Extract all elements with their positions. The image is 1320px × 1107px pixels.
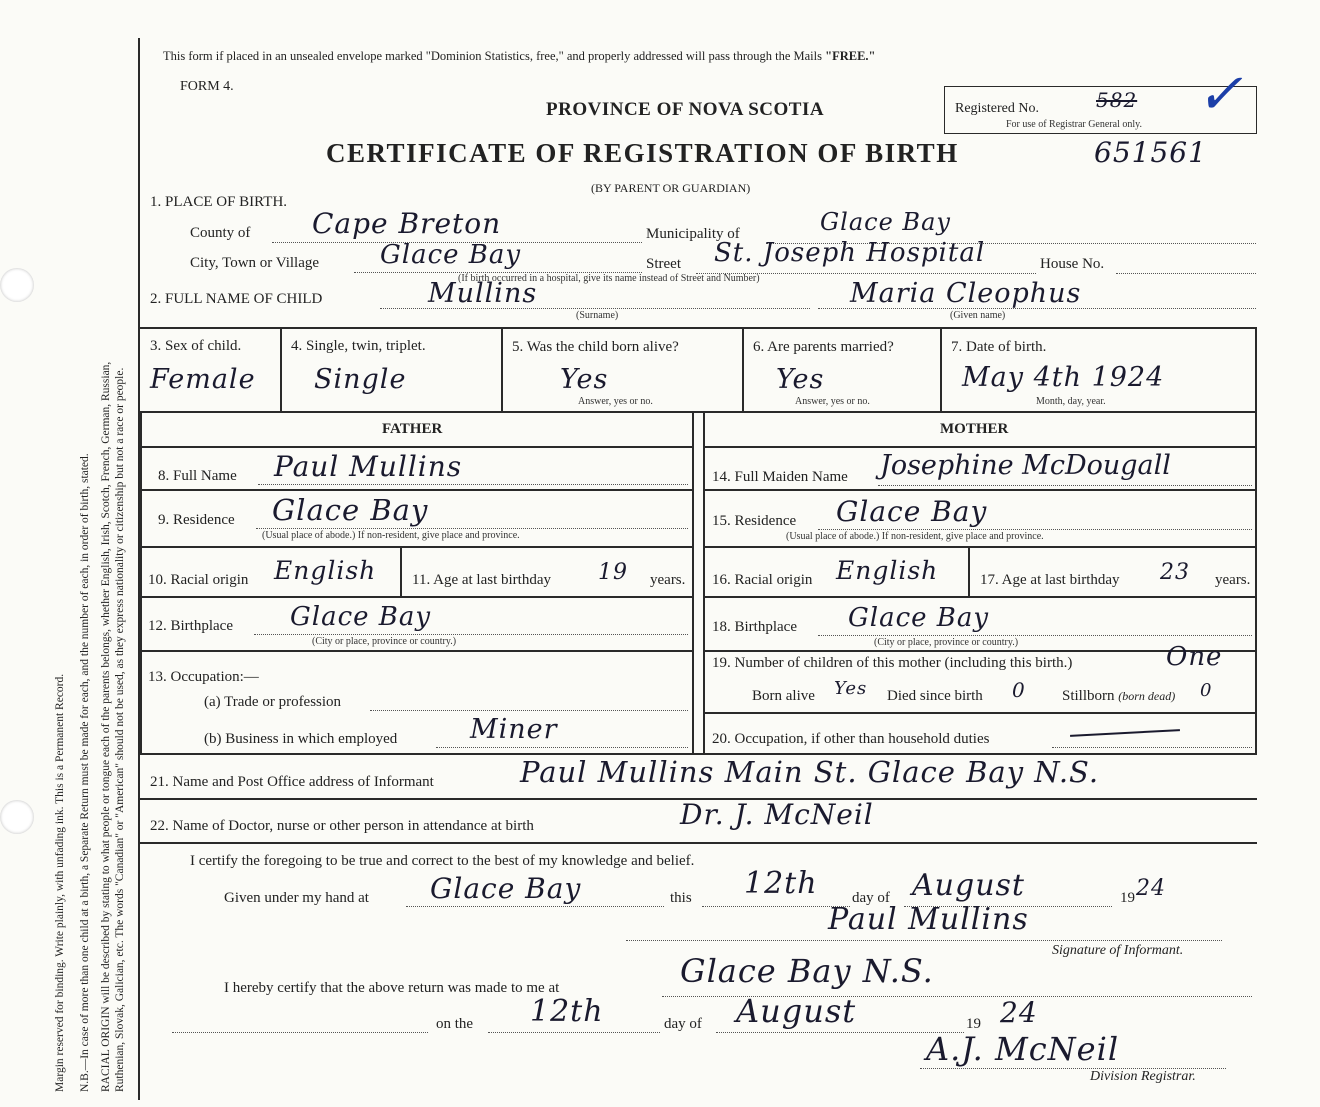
sex-label: 3. Sex of child. — [150, 338, 242, 354]
given-month-value[interactable]: August — [912, 868, 1025, 903]
street-value[interactable]: St. Joseph Hospital — [714, 238, 986, 268]
given-day-value[interactable]: 12th — [744, 866, 818, 901]
registrar-day-value[interactable]: 12th — [530, 994, 604, 1029]
informant-signature-line — [626, 940, 1222, 941]
city-value[interactable]: Glace Bay — [380, 240, 522, 270]
born-alive-label: Born alive — [752, 688, 815, 704]
informant-signature[interactable]: Paul Mullins — [828, 902, 1029, 937]
given-year-prefix: 19 — [1120, 890, 1135, 906]
given-under-label: Given under my hand at — [224, 890, 369, 906]
mother-residence-value[interactable]: Glace Bay — [836, 495, 988, 528]
father-head-line — [140, 446, 693, 448]
died-since-label: Died since birth — [887, 688, 983, 704]
father-right-border — [692, 411, 694, 754]
father-business-label: (b) Business in which employed — [204, 731, 398, 747]
mother-line-14 — [703, 489, 1256, 491]
hospital-note: (If birth occurred in a hospital, give its name instead of Street and Number) — [458, 273, 760, 284]
father-left-border — [140, 411, 142, 754]
mother-name-value[interactable]: Josephine McDougall — [880, 450, 1171, 481]
registrar-only-note: For use of Registrar General only. — [1006, 119, 1142, 130]
certificate-number: 651561 — [1094, 136, 1207, 169]
informant-signature-label: Signature of Informant. — [1052, 943, 1184, 958]
mother-children-label: 19. Number of children of this mother (including this birth.) — [712, 655, 1073, 671]
mother-residence-caption: (Usual place of abode.) If non-resident, give place and province. — [786, 531, 1044, 542]
house-number-line — [1116, 273, 1256, 274]
dob-value[interactable]: May 4th 1924 — [962, 362, 1165, 393]
father-occupation-label: 13. Occupation:— — [148, 669, 259, 685]
father-business-line — [436, 747, 688, 748]
mother-age-unit: years. — [1215, 572, 1251, 588]
form-number: FORM 4. — [180, 79, 234, 94]
father-business-value[interactable]: Miner — [470, 714, 558, 745]
registrar-year-prefix: 19 — [966, 1016, 981, 1032]
mother-birthplace-caption: (City or place, province or country.) — [874, 637, 1019, 648]
registrar-blank-line — [172, 1032, 428, 1033]
father-age-label: 11. Age at last birthday — [412, 572, 551, 588]
registrar-day-of-label: day of — [664, 1016, 702, 1032]
child-name-label: 2. FULL NAME OF CHILD — [150, 291, 323, 307]
row3-top-line — [140, 327, 1257, 329]
stillborn-note: (born dead) — [1118, 689, 1176, 703]
father-age-divider — [400, 546, 402, 597]
registered-label: Registered No. — [955, 101, 1039, 116]
given-year-value[interactable]: 24 — [1136, 876, 1166, 901]
informant-certify-text: I certify the foregoing to be true and correct to the best of my knowledge and belief. — [190, 853, 695, 869]
mother-head-line — [703, 446, 1256, 448]
father-line-12 — [140, 650, 693, 652]
given-this-label: this — [670, 890, 692, 906]
margin-note-2: N.B.—In case of more than one child at a birth, a Separate Return must be made for each, and the number of each, in order of birth, stated. — [79, 453, 91, 1092]
father-line-8 — [140, 489, 693, 491]
father-name-value[interactable]: Paul Mullins — [274, 450, 463, 483]
margin-note-1: Margin reserved for binding. Write plainly, with unfading ink. This is a Permanent Record. — [54, 673, 66, 1092]
dob-caption: Month, day, year. — [1036, 396, 1106, 407]
doctor-bottom-line — [140, 842, 1257, 844]
born-alive-value[interactable]: Yes — [834, 678, 868, 699]
city-label: City, Town or Village — [190, 255, 320, 271]
mother-occupation-dash — [1070, 729, 1180, 737]
mother-age-label: 17. Age at last birthday — [980, 572, 1120, 588]
father-residence-line — [256, 528, 688, 529]
married-value[interactable]: Yes — [776, 364, 825, 395]
mail-free: "FREE." — [825, 49, 876, 63]
informant-label: 21. Name and Post Office address of Informant — [150, 774, 434, 790]
street-label: Street — [646, 256, 681, 272]
father-name-line — [258, 484, 688, 485]
registrar-on-the-label: on the — [436, 1016, 474, 1032]
father-name-label: 8. Full Name — [158, 468, 237, 484]
mother-line-16 — [703, 596, 1256, 598]
county-label: County of — [190, 225, 251, 241]
mother-name-line — [878, 485, 1252, 486]
father-racial-value[interactable]: English — [274, 556, 377, 585]
registrar-signature[interactable]: A.J. McNeil — [926, 1030, 1120, 1068]
registrar-day-line — [488, 1032, 660, 1033]
married-caption: Answer, yes or no. — [795, 396, 870, 407]
doctor-value[interactable]: Dr. J. McNeil — [680, 798, 874, 831]
registrar-certify-text: I hereby certify that the above return was made to me at — [224, 980, 560, 996]
father-heading: FATHER — [382, 421, 443, 437]
married-label: 6. Are parents married? — [753, 339, 894, 355]
registrar-month-value[interactable]: August — [736, 992, 857, 1030]
mother-birthplace-line — [818, 635, 1252, 636]
mother-heading: MOTHER — [940, 421, 1009, 437]
house-number-label: House No. — [1040, 256, 1105, 272]
row3-right-border — [1255, 327, 1257, 412]
multiple-value[interactable]: Single — [314, 364, 407, 395]
surname-value[interactable]: Mullins — [428, 278, 538, 309]
alive-value[interactable]: Yes — [560, 364, 609, 395]
municipality-value[interactable]: Glace Bay — [820, 208, 951, 236]
father-birthplace-label: 12. Birthplace — [148, 618, 233, 634]
mother-right-border — [1255, 411, 1257, 754]
mother-racial-label: 16. Racial origin — [712, 572, 813, 588]
mother-children-value[interactable]: One — [1166, 642, 1223, 672]
mother-residence-label: 15. Residence — [712, 513, 797, 529]
stillborn-text: Stillborn — [1062, 688, 1115, 704]
check-mark-icon: ✓ — [1196, 62, 1244, 127]
father-birthplace-line — [254, 634, 688, 635]
row3-bottom-line — [140, 411, 1257, 413]
mother-birthplace-label: 18. Birthplace — [712, 619, 797, 635]
father-residence-value[interactable]: Glace Bay — [272, 493, 429, 527]
dob-label: 7. Date of birth. — [951, 339, 1047, 355]
row3-divider-1 — [280, 327, 282, 412]
surname-caption: (Surname) — [576, 310, 619, 321]
father-age-value[interactable]: 19 — [598, 560, 628, 585]
county-value[interactable]: Cape Breton — [312, 207, 502, 240]
registrar-place-value[interactable]: Glace Bay N.S. — [680, 952, 934, 990]
mother-name-label: 14. Full Maiden Name — [712, 469, 848, 485]
father-line-9 — [140, 546, 693, 548]
died-since-value[interactable]: 0 — [1012, 678, 1026, 702]
father-racial-label: 10. Racial origin — [148, 572, 249, 588]
binding-hole-bottom — [0, 800, 34, 834]
place-of-birth-heading: 1. PLACE OF BIRTH. — [150, 194, 288, 210]
margin-note-3: RACIAL ORIGIN will be described by stating to what people or tongue each of the parents belongs, whether English, Irish, Scotch, French, German, Russian, — [100, 361, 112, 1092]
mother-occupation-label: 20. Occupation, if other than household duties — [712, 731, 990, 747]
mail-note-text: This form if placed in an unsealed envelope marked "Dominion Statistics, free," and properly addressed will pass through the Mails — [163, 49, 822, 63]
municipality-label: Municipality of — [646, 226, 740, 242]
alive-caption: Answer, yes or no. — [578, 396, 653, 407]
father-trade-label: (a) Trade or profession — [204, 694, 342, 710]
informant-value[interactable]: Paul Mullins Main St. Glace Bay N.S. — [520, 755, 1100, 789]
subtitle: (BY PARENT OR GUARDIAN) — [591, 181, 751, 195]
alive-label: 5. Was the child born alive? — [512, 339, 679, 355]
stillborn-label — [1062, 688, 1175, 705]
given-name-caption: (Given name) — [950, 310, 1006, 321]
father-residence-label: 9. Residence — [158, 512, 235, 528]
given-place-line — [406, 906, 664, 907]
binding-hole-top — [0, 268, 34, 302]
given-name-value[interactable]: Maria Cleophus — [850, 278, 1082, 309]
father-birthplace-value[interactable]: Glace Bay — [290, 602, 432, 632]
registrar-year-value[interactable]: 24 — [1000, 996, 1038, 1029]
given-place-value[interactable]: Glace Bay — [430, 872, 582, 905]
stillborn-value[interactable]: 0 — [1200, 680, 1213, 701]
sex-value[interactable]: Female — [150, 364, 256, 395]
father-trade-line — [370, 710, 688, 711]
mother-line-15 — [703, 546, 1256, 548]
mother-age-value[interactable]: 23 — [1160, 560, 1190, 585]
mother-occupation-line — [1052, 747, 1252, 748]
father-line-10 — [140, 596, 693, 598]
row3-divider-4 — [940, 327, 942, 412]
row3-divider-3 — [742, 327, 744, 412]
mother-age-divider — [968, 546, 970, 597]
certificate-title: CERTIFICATE OF REGISTRATION OF BIRTH — [326, 138, 959, 168]
mother-residence-line — [818, 529, 1252, 530]
father-residence-caption: (Usual place of abode.) If non-resident, give place and province. — [262, 530, 520, 541]
mother-racial-value[interactable]: English — [836, 556, 939, 585]
doctor-label: 22. Name of Doctor, nurse or other person in attendance at birth — [150, 818, 534, 834]
registrar-signature-label: Division Registrar. — [1090, 1069, 1196, 1084]
mother-birthplace-value[interactable]: Glace Bay — [848, 603, 990, 633]
province-title: PROVINCE OF NOVA SCOTIA — [546, 99, 825, 120]
mother-line-19 — [703, 712, 1256, 714]
multiple-label: 4. Single, twin, triplet. — [291, 338, 426, 354]
mail-note — [163, 49, 875, 64]
row3-divider-2 — [501, 327, 503, 412]
mother-left-border — [703, 411, 705, 754]
registered-number: 582 — [1096, 88, 1138, 112]
margin-note-4: Ruthenian, Slovak, Galician, etc. The words "Canadian" or "American" should not be used, as they express nationality or citizenship but not a race or people. — [114, 367, 126, 1092]
given-day-of-label: day of — [852, 890, 890, 906]
father-birthplace-caption: (City or place, province or country.) — [312, 636, 457, 647]
father-age-unit: years. — [650, 572, 686, 588]
